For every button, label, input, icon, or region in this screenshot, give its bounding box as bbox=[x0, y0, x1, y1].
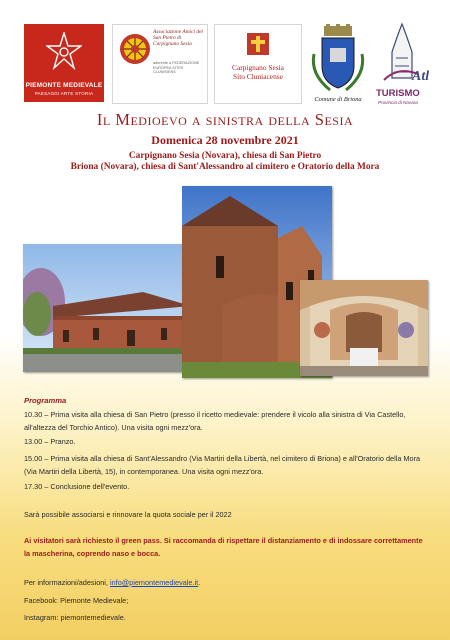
facebook-line: Facebook: Piemonte Medievale; bbox=[24, 596, 129, 605]
coat-of-arms-icon bbox=[306, 24, 370, 96]
association-note: aderente a FEDERAZIONE EUROPEA SITES CLUNISIENS bbox=[153, 61, 200, 75]
instagram-line: Instagram: piemontemedievale. bbox=[24, 613, 126, 622]
piemonte-medievale-logo bbox=[24, 24, 104, 102]
carpignano-line1: Carpignano Sesia bbox=[232, 63, 284, 72]
carpignano-line2: Sito Cluniacense bbox=[233, 72, 283, 81]
program-item-1: 10.30 – Prima visita alla chiesa di San Pietro (presso il ricetto medievale: prendere il vicolo alla sinistra di Via Castello, all'altezza del Torchio Antico). Una visita ogni mezz'ora. bbox=[24, 410, 406, 432]
cluny-key-icon bbox=[243, 29, 273, 59]
logo-name: PIEMONTE MEDIEVALE bbox=[25, 82, 103, 89]
page-title: Il Medioevo a sinistra della Sesia bbox=[96, 110, 354, 129]
church-photo-san-pietro bbox=[23, 244, 199, 372]
briona-caption: Comune di Briona bbox=[314, 96, 362, 103]
atl-provincia: Provincia di Novara bbox=[378, 100, 418, 105]
info-suffix: . bbox=[198, 578, 201, 587]
program-item-2: 13.00 – Pranzo. bbox=[24, 437, 76, 446]
atl-mark: Atl bbox=[412, 69, 430, 84]
program-heading: Programma bbox=[24, 396, 67, 405]
associazione-logo bbox=[112, 24, 208, 104]
logo-tagline: PAESAGGI ARTE STORIA bbox=[34, 91, 94, 96]
atl-turismo-logo bbox=[374, 22, 436, 108]
briona-crest bbox=[306, 24, 370, 106]
membership-note: Sarà possibile associarsi e rinnovare la quota sociale per il 2022 bbox=[24, 510, 232, 519]
location-line-1: Carpignano Sesia (Novara), chiesa di San Pietro bbox=[128, 151, 322, 161]
green-pass-notice: Ai visitatori sarà richiesto il green pass. Si raccomanda di rispettare il distanziamento e di indossare correttamente la mascherina, coprendo naso e bocca. bbox=[24, 536, 423, 558]
star-emblem-icon bbox=[46, 32, 82, 72]
program-item-4: 17.30 – Conclusione dell'evento. bbox=[24, 482, 130, 491]
rose-window-icon bbox=[119, 33, 151, 65]
fresco-interior-photo bbox=[300, 280, 428, 376]
carpignano-sito-logo bbox=[214, 24, 302, 104]
event-date: Domenica 28 novembre 2021 bbox=[151, 133, 299, 147]
info-line bbox=[24, 576, 428, 589]
atl-turismo: TURISMO bbox=[376, 88, 420, 99]
program-item-3: 15.00 – Prima visita alla chiesa di Sant'Alessandro (Via Martiri della Libertà, nel cimitero di Briona) e all'Oratorio della Mora (Via Martiri della Libertà, 15), in contemporanea. Una visita ogni mezz'ora. bbox=[24, 454, 421, 476]
location-line-2: Briona (Novara), chiesa di Sant'Alessandro al cimitero e Oratorio della Mora bbox=[70, 162, 380, 172]
email-link[interactable]: info@piemontemedievale.it bbox=[110, 578, 199, 587]
info-label: Per informazioni/adesioni, bbox=[24, 578, 108, 587]
association-title: Associazione Amici del San Pietro di Carpignano Sesia bbox=[153, 29, 203, 48]
cupola-icon bbox=[374, 22, 436, 108]
